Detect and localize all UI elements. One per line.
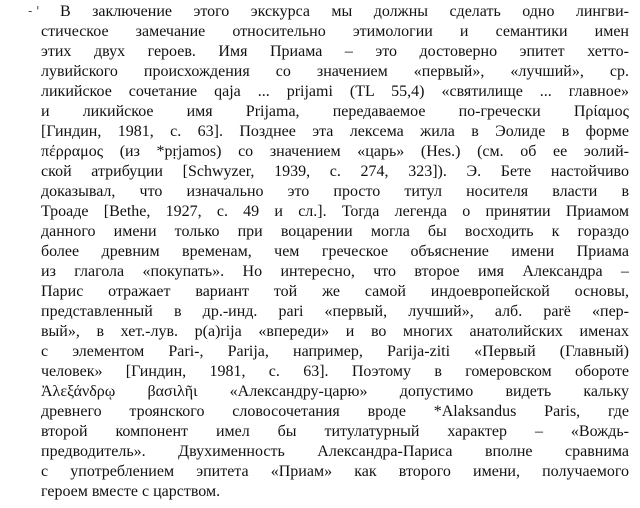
text-line: πέρραμος (из *pṛjamos) со значением «царь» (Hes.) (см. об ее эолий-: [41, 143, 629, 160]
text-line: с элементом Pari-, Parija, например, Parija-ziti «Первый (Главный): [41, 343, 629, 360]
text-line: героем вместе с царством.: [41, 483, 221, 500]
text-line: этих двух героев. Имя Приама – это достоверно эпитет хетто-: [41, 43, 629, 60]
text-line: предводитель». Двухименность Александра-Париса вполне сравнима: [41, 443, 629, 460]
text-line: [Гиндин, 1981, с. 63]. Позднее эта лексема жила в Эолиде в форме: [41, 123, 629, 140]
text-line: данного имени только при воцарении могла бы восходить к гораздо: [41, 223, 629, 240]
text-line: второй компонент имел бы титулатурный характер – «Вождь-: [41, 423, 629, 440]
text-line: из глагола «покупать». Но интересно, что второе имя Александра –: [41, 263, 629, 280]
text-line: с употреблением эпитета «Приам» как второго имени, получаемого: [41, 463, 629, 480]
text-line: Ἀλεξάνδρῳ βασιλῆι «Александру-царю» допустимо видеть кальку: [41, 383, 629, 400]
text-line: представленный в др.-инд. pari «первый, лучший», алб. parë «пер-: [41, 303, 629, 320]
text-line: ской атрибуции [Schwyzer, 1939, с. 274, 323]). Э. Бете настойчиво: [41, 163, 629, 180]
text-line: Парис отражает вариант той же самой индоевропейской основы,: [41, 283, 629, 300]
text-line: доказывал, что изначально это просто титул носителя власти в: [41, 183, 629, 200]
text-line: и ликийское имя Prijama, передаваемое по-гречески Πρίαμος: [41, 103, 629, 120]
text-line: вый», в хет.-лув. p(a)rija «впереди» и во многих анатолийских именах: [41, 323, 629, 340]
text-line: более древним временам, чем греческое объяснение имени Приама: [41, 243, 629, 260]
text-line: ликийское сочетание qaja ... prijami (TL 55,4) «святилище ... главное»: [41, 83, 629, 100]
margin-mark: - ': [28, 4, 40, 18]
text-line: стическое замечание относительно этимологии и семантики имен: [41, 23, 629, 40]
text-line: человек» [Гиндин, 1981, с. 63]. Поэтому в гомеровском обороте: [41, 363, 629, 380]
text-line: лувийского происхождения со значением «первый», «лучший», ср.: [41, 63, 629, 80]
text-line: древнего троянского словосочетания вроде *Alaksandus Paris, где: [41, 403, 629, 420]
text-line: В заключение этого экскурса мы должны сделать одно лингви-: [60, 3, 629, 20]
text-line: Троаде [Bethe, 1927, с. 49 и сл.]. Тогда легенда о принятии Приамом: [41, 203, 629, 220]
